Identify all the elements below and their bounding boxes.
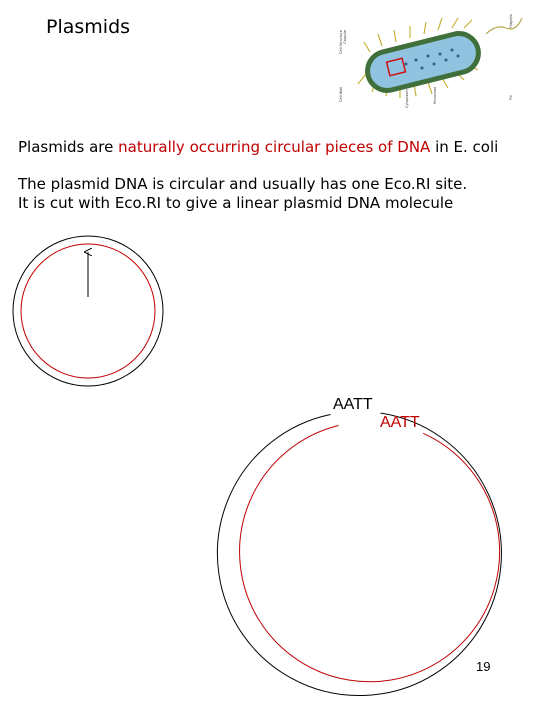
definition-end: in E. coli: [430, 138, 499, 156]
cut-plasmid-inner-strand: [240, 426, 500, 682]
body-line-1: The plasmid DNA is circular and usually has one Eco.RI site.: [18, 175, 468, 193]
sticky-end-bottom: AATT: [380, 414, 420, 431]
svg-text:Capsule: Capsule: [343, 30, 347, 44]
circular-plasmid-inner-strand: [21, 244, 155, 378]
definition-highlight: naturally occurring circular pieces of DNA: [118, 138, 431, 156]
bacterium-cell-diagram: [336, 4, 526, 112]
svg-text:Pili: Pili: [509, 95, 513, 100]
body-line-2: It is cut with Eco.RI to give a linear plasmid DNA molecule: [18, 194, 454, 212]
svg-text:Cytoplasm: Cytoplasm: [405, 89, 409, 108]
slide-title: Plasmids: [46, 16, 131, 38]
svg-text:Cell Structure: Cell Structure: [339, 30, 343, 54]
circular-plasmid-outer-strand: [13, 236, 163, 386]
cut-plasmid-outer-strand: [217, 413, 501, 695]
svg-text:Flagella: Flagella: [509, 14, 513, 28]
body-text: [18, 175, 467, 213]
page-number: 19: [476, 659, 491, 674]
sticky-end-top: AATT: [333, 396, 373, 413]
svg-text:Cell Wall: Cell Wall: [339, 87, 343, 102]
definition-start: Plasmids are: [18, 138, 119, 156]
plasmid-definition: [18, 138, 498, 156]
svg-text:Ribosome: Ribosome: [433, 86, 437, 104]
